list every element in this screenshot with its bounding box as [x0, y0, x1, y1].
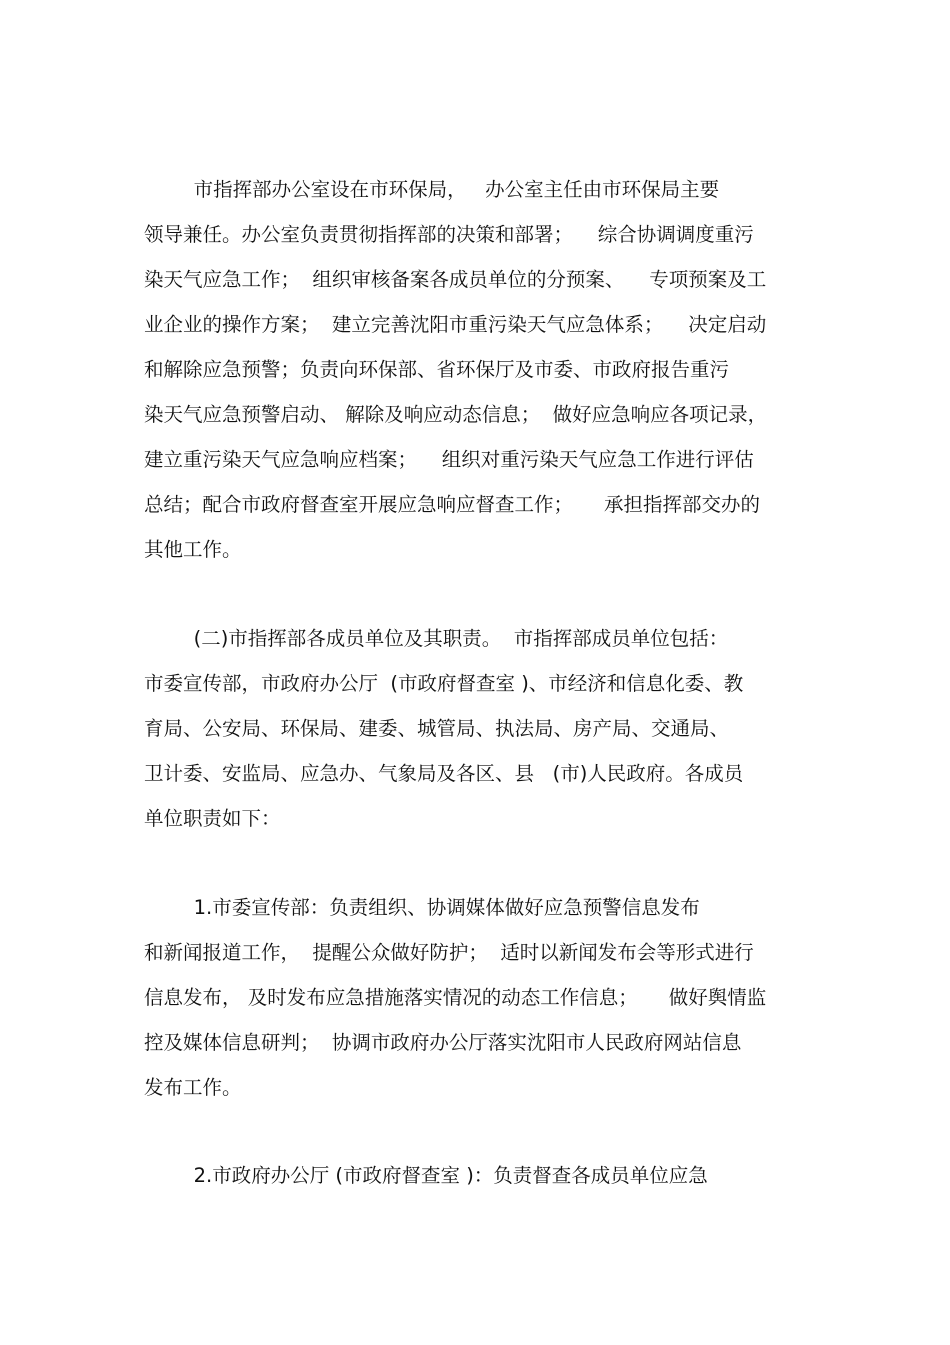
text-line: 发布工作。 — [144, 1076, 242, 1099]
text-line: 信息发布， 及时发布应急措施落实情况的动态工作信息； 做好舆情监 — [144, 986, 767, 1009]
text-line: 染天气应急预警启动、 解除及响应动态信息； 做好应急响应各项记录， — [144, 403, 768, 426]
paragraph-command-office — [144, 167, 824, 572]
paragraph-government-office — [144, 1153, 824, 1198]
text-line: 和新闻报道工作， 提醒公众做好防护； 适时以新闻发布会等形式进行 — [144, 941, 754, 964]
text-line: 市指挥部办公室设在市环保局， 办公室主任由市环保局主要 — [144, 178, 720, 201]
text-line: 卫计委、安监局、应急办、气象局及各区、县 (市)人民政府。各成员 — [144, 762, 744, 785]
paragraph-publicity-department — [144, 885, 824, 1110]
paragraph-member-units — [144, 616, 824, 841]
text-line: 业企业的操作方案； 建立完善沈阳市重污染天气应急体系； 决定启动 — [144, 313, 767, 336]
text-line: 2.市政府办公厅 (市政府督查室 )：负责督查各成员单位应急 — [144, 1164, 708, 1187]
text-line: (二)市指挥部各成员单位及其职责。 市指挥部成员单位包括： — [144, 627, 729, 650]
text-line: 其他工作。 — [144, 538, 242, 561]
text-line: 单位职责如下： — [144, 807, 281, 830]
text-line: 市委宣传部，市政府办公厅 (市政府督查室 )、市经济和信息化委、教 — [144, 672, 744, 695]
text-line: 总结；配合市政府督查室开展应急响应督查工作； 承担指挥部交办的 — [144, 493, 760, 516]
text-line: 染天气应急工作； 组织审核备案各成员单位的分预案、 专项预案及工 — [144, 268, 767, 291]
text-line: 建立重污染天气应急响应档案； 组织对重污染天气应急工作进行评估 — [144, 448, 754, 471]
text-line: 1.市委宣传部：负责组织、协调媒体做好应急预警信息发布 — [144, 896, 700, 919]
text-line: 领导兼任。办公室负责贯彻指挥部的决策和部署； 综合协调调度重污 — [144, 223, 754, 246]
text-line: 和解除应急预警；负责向环保部、省环保厅及市委、市政府报告重污 — [144, 358, 730, 381]
text-line: 控及媒体信息研判； 协调市政府办公厅落实沈阳市人民政府网站信息 — [144, 1031, 742, 1054]
text-line: 育局、公安局、环保局、建委、城管局、执法局、房产局、交通局、 — [144, 717, 730, 740]
